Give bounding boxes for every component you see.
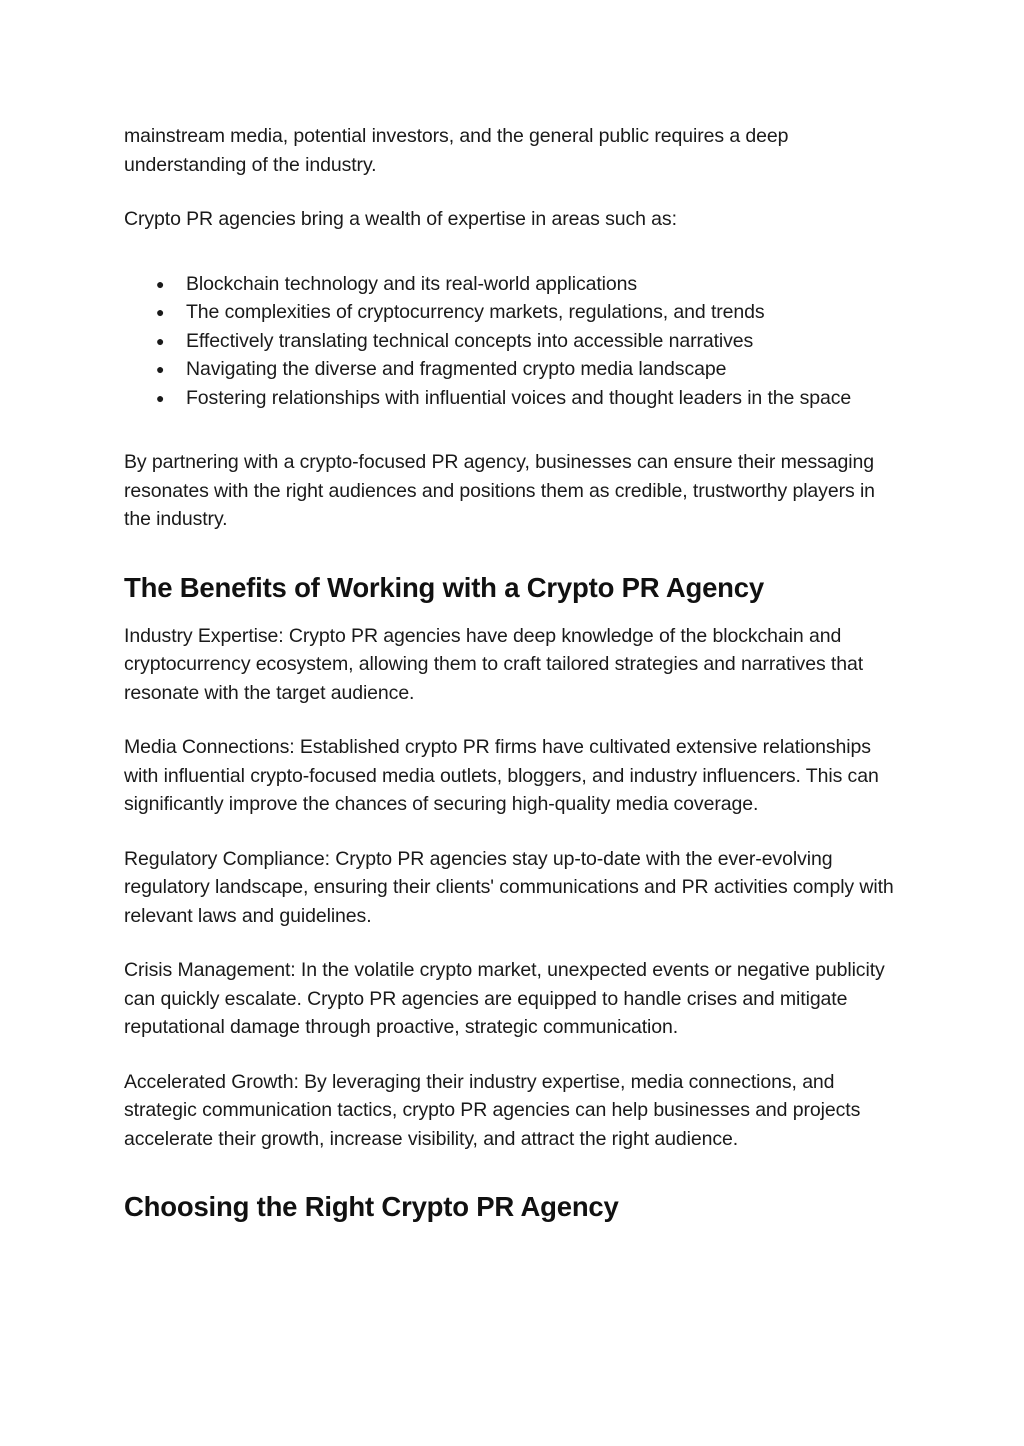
benefit-crisis-management: Crisis Management: In the volatile crypto market, unexpected events or negative publicity can quickly escalate. Crypto PR agencies are equipped to handle crises and mitigate reputational damage through proactive, strategic communication. <box>124 959 885 1038</box>
bullet-icon: ● <box>156 389 165 406</box>
intro-continuation-paragraph: mainstream media, potential investors, and the general public requires a deep understanding of the industry. <box>124 125 789 176</box>
list-item-text: Effectively translating technical concepts into accessible narratives <box>186 329 754 352</box>
document-page <box>124 122 904 1241</box>
benefit-industry-expertise: Industry Expertise: Crypto PR agencies have deep knowledge of the blockchain and cryptocurrency ecosystem, allowing them to craft tailored strategies and narratives that resonate with the target audience. <box>124 624 864 704</box>
choosing-heading: Choosing the Right Crypto PR Agency <box>124 1191 619 1222</box>
partnering-paragraph: By partnering with a crypto-focused PR agency, businesses can ensure their messaging resonates with the right audiences and positions them as credible, trustworthy players in the industry. <box>124 451 875 530</box>
bullet-icon: ● <box>156 275 165 292</box>
benefit-accelerated-growth: Accelerated Growth: By leveraging their industry expertise, media connections, and strategic communication tactics, crypto PR agencies can help businesses and projects accelerate their growth, increase visibility, and attract the right audience. <box>124 1070 861 1150</box>
list-item-text: Blockchain technology and its real-world applications <box>186 272 638 295</box>
benefit-media-connections: Media Connections: Established crypto PR firms have cultivated extensive relationships with influential crypto-focused media outlets, bloggers, and industry influencers. This can significantly improve the chances of securing high-quality media coverage. <box>124 736 879 815</box>
list-item-text: The complexities of cryptocurrency markets, regulations, and trends <box>186 301 765 323</box>
list-item <box>124 327 904 356</box>
benefits-heading: The Benefits of Working with a Crypto PR Agency <box>124 571 764 603</box>
expertise-bullet-list <box>124 270 904 413</box>
list-item <box>124 384 904 413</box>
list-item-text: Fostering relationships with influential voices and thought leaders in the space <box>186 386 852 409</box>
list-item-text: Navigating the diverse and fragmented crypto media landscape <box>186 358 727 380</box>
list-item <box>124 355 904 384</box>
benefit-regulatory-compliance: Regulatory Compliance: Crypto PR agencies stay up-to-date with the ever-evolving regulatory landscape, ensuring their clients' communications and PR activities comply with relevant laws and guidelines. <box>124 847 894 927</box>
expertise-intro-paragraph: Crypto PR agencies bring a wealth of expertise in areas such as: <box>124 208 677 230</box>
bullet-icon: ● <box>156 361 165 377</box>
list-item <box>124 270 904 299</box>
bullet-icon: ● <box>156 332 165 349</box>
list-item <box>124 298 904 327</box>
bullet-icon: ● <box>156 304 165 320</box>
